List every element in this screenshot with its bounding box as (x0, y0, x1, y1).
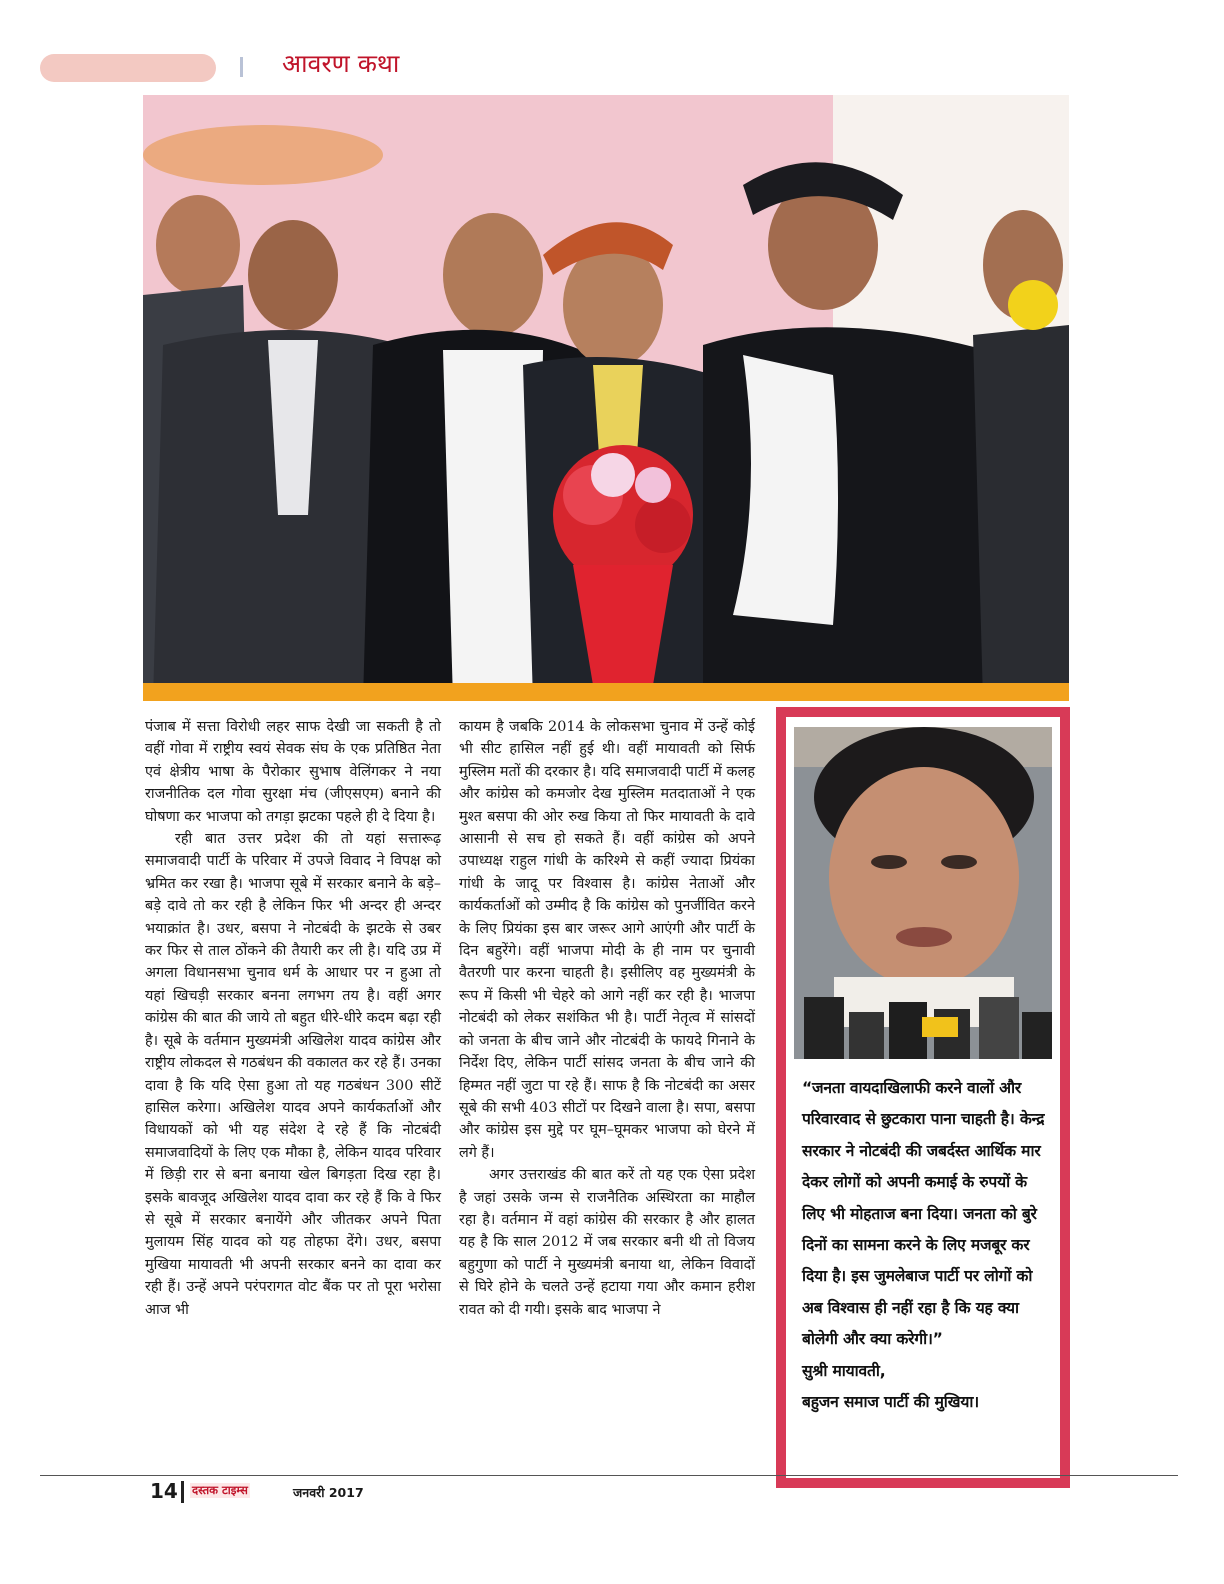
quote-attribution-name: सुश्री मायावती, (802, 1361, 886, 1380)
quote-attribution-title: बहुजन समाज पार्टी की मुखिया। (802, 1393, 979, 1412)
issue-month: जनवरी 2017 (293, 1485, 364, 1500)
magazine-logo: दस्तक टाइम्स (192, 1483, 248, 1497)
header-pill-decoration (40, 54, 216, 82)
lead-photo (143, 95, 1069, 701)
quote-box-inner (786, 717, 1060, 1478)
page-number: 14 (150, 1479, 178, 1503)
article-paragraph: पंजाब में सत्ता विरोधी लहर साफ देखी जा सकती है तो वहीं गोवा में राष्ट्रीय स्वयं सेवक संघ के एक प्रतिष्ठित नेता एवं क्षेत्रीय भाषा के पैरोकार सुभाष वेलिंगकर ने नया राजनीतिक दल गोवा सुरक्षा मंच (जीएसएम) बनाने की घोषणा कर भाजपा को तगड़ा झटका पहले ही दे दिया है। (145, 719, 441, 825)
footer-rule (40, 1475, 1178, 1476)
header-separator (240, 57, 243, 77)
article-paragraph: कायम है जबकि 2014 के लोकसभा चुनाव में उन्हें कोई भी सीट हासिल नहीं हुई थी। वहीं मायावती को सिर्फ मुस्लिम मतों की दरकार है। यदि समाजवादी पार्टी में कलह और कांग्रेस को कमजोर देख मुस्लिम मतदाताओं ने एक मुश्त बसपा की ओर रुख किया तो फिर मायावती के दावे आसानी से सच हो सकते हैं। वहीं कांग्रेस को अपने उपाध्यक्ष राहुल गांधी के करिश्मे से कहीं ज्यादा प्रियंका गांधी के जादू पर विश्वास है। कांग्रेस नेताओं और कार्यकर्ताओं को उम्मीद है कि कांग्रेस को पुनर्जीवित करने के लिए प्रियंका इस बार जरूर आगे आएंगी और पार्टी के दिन बहुरेंगे। वहीं भाजपा मोदी के ही नाम पर चुनावी वैतरणी पार करना चाहती है। इसीलिए वह मुख्यमंत्री के रूप में किसी भी चेहरे को आगे नहीं कर रही है। भाजपा नोटबंदी को लेकर सशंकित भी है। पार्टी नेतृत्व में सांसदों को जनता के बीच जाने और नोटबंदी के फायदे गिनाने के निर्देश दिए, लेकिन पार्टी सांसद जनता के बीच जाने की हिम्मत नहीं जुटा पा रहे हैं। साफ है कि नोटबंदी का असर सूबे की सभी 403 सीटों पर दिखने वाला है। सपा, बसपा और कांग्रेस इस मुद्दे पर घूम–घूमकर भाजपा को घेरने में लगे हैं। (459, 719, 755, 1161)
footer-separator (181, 1481, 184, 1503)
article-column-1 (145, 716, 441, 1321)
article-paragraph: रही बात उत्तर प्रदेश की तो यहां सत्तारूढ़ समाजवादी पार्टी के परिवार में उपजे विवाद ने विपक्ष को भ्रमित कर रखा है। भाजपा सूबे में सरकार बनाने के बड़े–बड़े दावे तो कर रही है लेकिन फिर भी अन्दर ही अन्दर भयाक्रांत है। उधर, बसपा ने नोटबंदी के झटके से उबर कर फिर से ताल ठोंकने की तैयारी कर ली है। यदि उप्र में अगला विधानसभा चुनाव धर्म के आधार पर न हुआ तो यहां खिचड़ी सरकार बनना लगभग तय है। वहीं अगर कांग्रेस की बात की जाये तो बहुत धीरे-धीरे कदम बढ़ा रही है। सूबे के वर्तमान मुख्यमंत्री अखिलेश यादव कांग्रेस और राष्ट्रीय लोकदल से गठबंधन की वकालत कर रहे हैं। उनका दावा है कि यदि ऐसा हुआ तो यह गठबंधन 300 सीटें हासिल करेगा। अखिलेश यादव अपने कार्यकर्ताओं और विधायकों को भी यह संदेश दे रहे हैं कि नोटबंदी समाजवादियों के लिए एक मौका है, लेकिन यादव परिवार में छिड़ी रार से बना बनाया खेल बिगड़ता दिख रहा है। इसके बावजूद अखिलेश यादव दावा कर रहे हैं कि वे फिर से सूबे में सरकार बनायेंगे और जीतकर अपने पिता मुलायम सिंह यादव को यह तोहफा देंगे। उधर, बसपा मुखिया मायावती भी अपनी सरकार बनने का दावा कर रही हैं। उन्हें अपने परंपरागत वोट बैंक पर तो पूरा भरोसा आज भी (145, 831, 441, 1318)
article-column-2 (459, 716, 755, 1321)
section-title: आवरण कथा (282, 49, 400, 78)
mayawati-portrait (794, 727, 1052, 1059)
quote-box (776, 707, 1070, 1488)
quote-text: “जनता वायदाखिलाफी करने वालों और परिवारवाद से छुटकारा पाना चाहती है। केन्द्र सरकार ने नोटबंदी की जबर्दस्त आर्थिक मार देकर लोगों को अपनी कमाई के रुपयों के लिए भी मोहताज बना दिया। जनता को बुरे दिनों का सामना करने के लिए मजबूर कर दिया है। इस जुमलेबाज पार्टी पर लोगों को अब विश्वास ही नहीं रहा है कि यह क्या बोलेगी और क्या करेगी।” (802, 1079, 1045, 1349)
pull-quote (802, 1073, 1054, 1418)
article-paragraph: अगर उत्तराखंड की बात करें तो यह एक ऐसा प्रदेश है जहां उसके जन्म से राजनैतिक अस्थिरता का माहौल रहा है। वर्तमान में वहां कांग्रेस की सरकार है और हालत यह है कि साल 2012 में जब सरकार बनी थी तो विजय बहुगुणा को पार्टी ने मुख्यमंत्री बनाया था, लेकिन विवादों से घिरे होने के चलते उन्हें हटाया गया और कमान हरीश रावत को दी गयी। इसके बाद भाजपा ने (459, 1167, 755, 1318)
